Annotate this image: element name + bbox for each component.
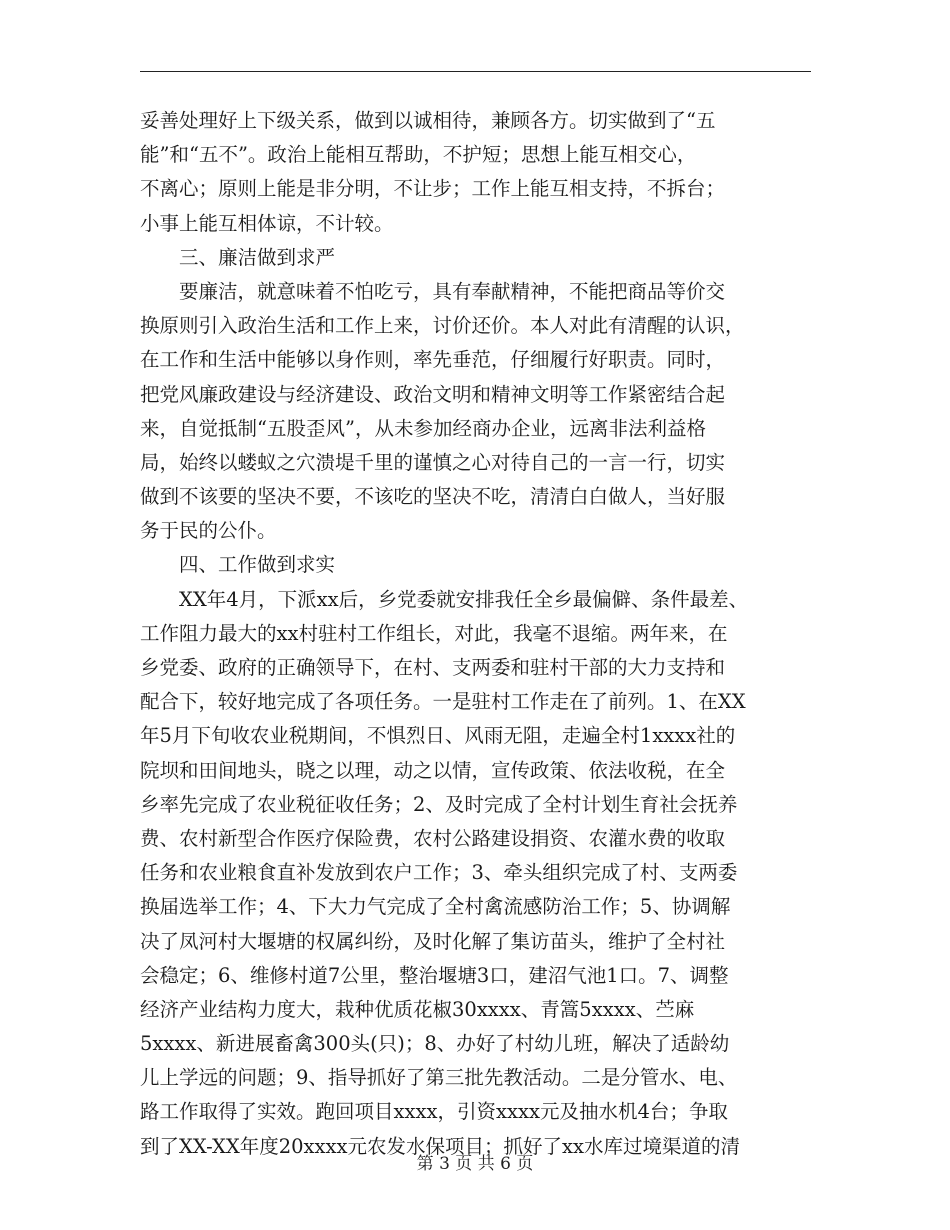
text-line: 能”和“五不”。政治上能相互帮助，不护短；思想上能互相交心， [140,143,697,167]
text-line: 年5月下旬收农业税期间，不惧烈日、风雨无阻，走遍全村1xxxx社的 [140,724,736,748]
text-line: 会稳定；6、维修村道7公里，整治堰塘3口，建沼气池1口。7、调整 [140,963,729,987]
text-line: 儿上学远的问题；9、指导抓好了第三批先教活动。二是分管水、电、 [140,1066,738,1090]
text-line: 来，自觉抵制“五股歪风”，从未参加经商办企业，远离非法利益格 [140,416,706,440]
text-line: XX年4月，下派xx后，乡党委就安排我任全乡最偏僻、条件最差、 [140,587,749,611]
text-line: 决了凤河村大堰塘的权属纠纷，及时化解了集访苗头，维护了全村社 [140,929,726,953]
text-line: 把党风廉政建设与经济建设、政治文明和精神文明等工作紧密结合起 [140,382,726,406]
text-line: 路工作取得了实效。跑回项目xxxx，引资xxxx元及抽水机4台；争取 [140,1100,728,1124]
document-body [140,104,820,1164]
text-line: 任务和农业粮食直补发放到农户工作；3、牵头组织完成了村、支两委 [140,861,738,885]
text-line: 院坝和田间地头，晓之以理，动之以情，宣传政策、依法收税，在全 [140,758,726,782]
text-line: 在工作和生活中能够以身作则，率先垂范，仔细履行好职责。同时， [140,348,726,372]
text-line: 局，始终以蝼蚁之穴溃堤千里的谨慎之心对待自己的一言一行，切实 [140,450,726,474]
section-heading-work: 四、工作做到求实 [140,553,336,577]
text-line: 乡党委、政府的正确领导下，在村、支两委和驻村干部的大力支持和 [140,656,726,679]
text-line: 换届选举工作；4、下大力气完成了全村禽流感防治工作；5、协调解 [140,895,731,919]
text-line: 费、农村新型合作医疗保险费，农村公路建设捐资、农灌水费的收取 [140,826,726,850]
text-line: 不离心；原则上能是非分明，不让步；工作上能互相支持，不拆台； [140,177,726,201]
page-number-footer: 第 3 页 共 6 页 [416,1154,534,1174]
text-line: 工作阻力最大的xx村驻村工作组长，对此，我毫不退缩。两年来，在 [140,621,728,645]
section-heading-integrity: 三、廉洁做到求严 [140,245,336,269]
text-line: 到了XX-XX年度20xxxx元农发水保项目；抓好了xx水库过境渠道的清 [140,1134,741,1158]
text-line: 经济产业结构力度大，栽种优质花椒30xxxx、青篙5xxxx、苎麻 [140,997,695,1021]
text-line: 小事上能互相体谅，不计较。 [140,211,394,235]
text-line: 5xxxx、新进展畜禽300头(只)；8、办好了村幼儿班，解决了适龄幼 [140,1032,730,1056]
text-line: 做到不该要的坚决不要，不该吃的坚决不吃，清清白白做人，当好服 [140,485,726,509]
text-line: 要廉洁，就意味着不怕吃亏，具有奉献精神，不能把商品等价交 [140,279,726,303]
text-line: 配合下，较好地完成了各项任务。一是驻村工作走在了前列。1、在XX [140,690,746,714]
text-line: 换原则引入政治生活和工作上来，讨价还价。本人对此有清醒的认识， [140,314,745,338]
text-line: 乡率先完成了农业税征收任务；2、及时完成了全村计划生育社会抚养 [140,792,738,816]
header-rule [140,71,811,72]
text-line: 妥善处理好上下级关系，做到以诚相待，兼顾各方。切实做到了“五 [140,109,716,132]
text-line: 务于民的公仆。 [140,519,277,543]
